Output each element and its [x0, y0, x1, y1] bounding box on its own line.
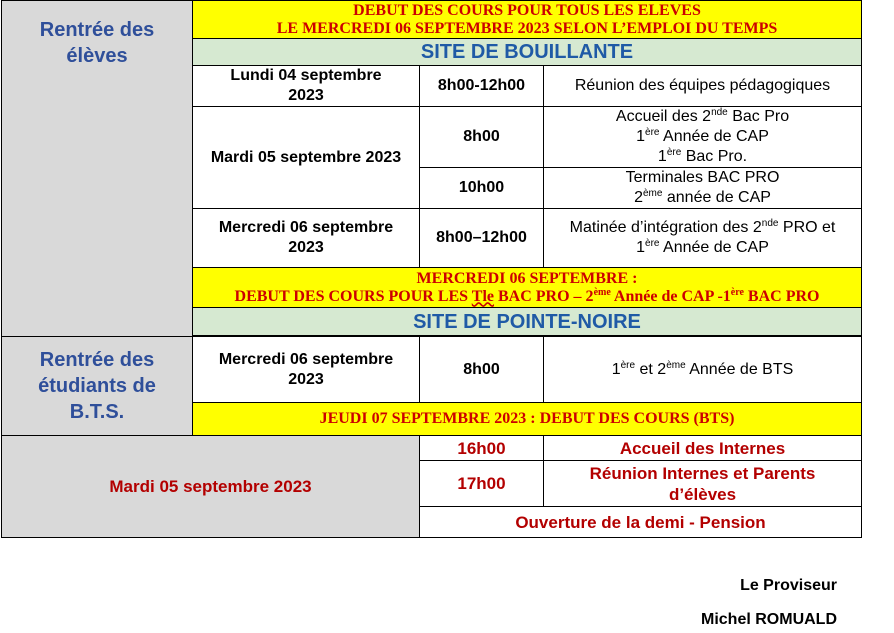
mardi-time-2: 10h00 [420, 168, 544, 209]
internat-time-1: 16h00 [420, 436, 544, 461]
internat-activity-3: Ouverture de la demi - Pension [420, 507, 862, 538]
signature-name: Michel ROMUALD [701, 611, 837, 628]
site-bouillante-header: SITE DE BOUILLANTE [193, 39, 862, 66]
lundi-date: Lundi 04 septembre 2023 [193, 66, 420, 107]
mercredi-time: 8h00–12h00 [420, 209, 544, 268]
internat-time-2: 17h00 [420, 461, 544, 507]
internat-activity-2: Réunion Internes et Parents d’élèves [544, 461, 862, 507]
schedule-table [1, 0, 862, 538]
site-pointe-noire-header: SITE DE POINTE-NOIRE [193, 308, 862, 336]
mardi-date: Mardi 05 septembre 2023 [193, 107, 420, 209]
bts-time: 8h00 [420, 337, 544, 403]
lundi-activity: Réunion des équipes pédagogiques [544, 66, 862, 107]
mardi-time-1: 8h00 [420, 107, 544, 168]
lundi-time: 8h00-12h00 [420, 66, 544, 107]
eleves-label: Rentrée des élèves [2, 1, 193, 337]
bts-date: Mercredi 06 septembre 2023 [193, 337, 420, 403]
internat-date: Mardi 05 septembre 2023 [2, 436, 420, 538]
top-banner: DEBUT DES COURS POUR TOUS LES ELEVES LE MERCREDI 06 SEPTEMBRE 2023 SELON L’EMPLOI DU TEMPS [193, 1, 862, 39]
bts-banner: JEUDI 07 SEPTEMBRE 2023 : DEBUT DES COURS (BTS) [193, 403, 862, 436]
mardi-activity-2: Terminales BAC PRO 2ème année de CAP [544, 168, 862, 209]
internat-activity-1: Accueil des Internes [544, 436, 862, 461]
mid-banner: MERCREDI 06 SEPTEMBRE : DEBUT DES COURS POUR LES Tle BAC PRO – 2ème Année de CAP -1ère BAC PRO [193, 268, 862, 308]
mercredi-date: Mercredi 06 septembre 2023 [193, 209, 420, 268]
mercredi-activity: Matinée d’intégration des 2nde PRO et 1ère Année de CAP [544, 209, 862, 268]
bts-label: Rentrée des étudiants de B.T.S. [2, 337, 193, 436]
signature-title: Le Proviseur [740, 577, 837, 594]
bts-activity: 1ère et 2ème Année de BTS [544, 337, 862, 403]
mardi-activity-1: Accueil des 2nde Bac Pro 1ère Année de CAP 1ère Bac Pro. [544, 107, 862, 168]
